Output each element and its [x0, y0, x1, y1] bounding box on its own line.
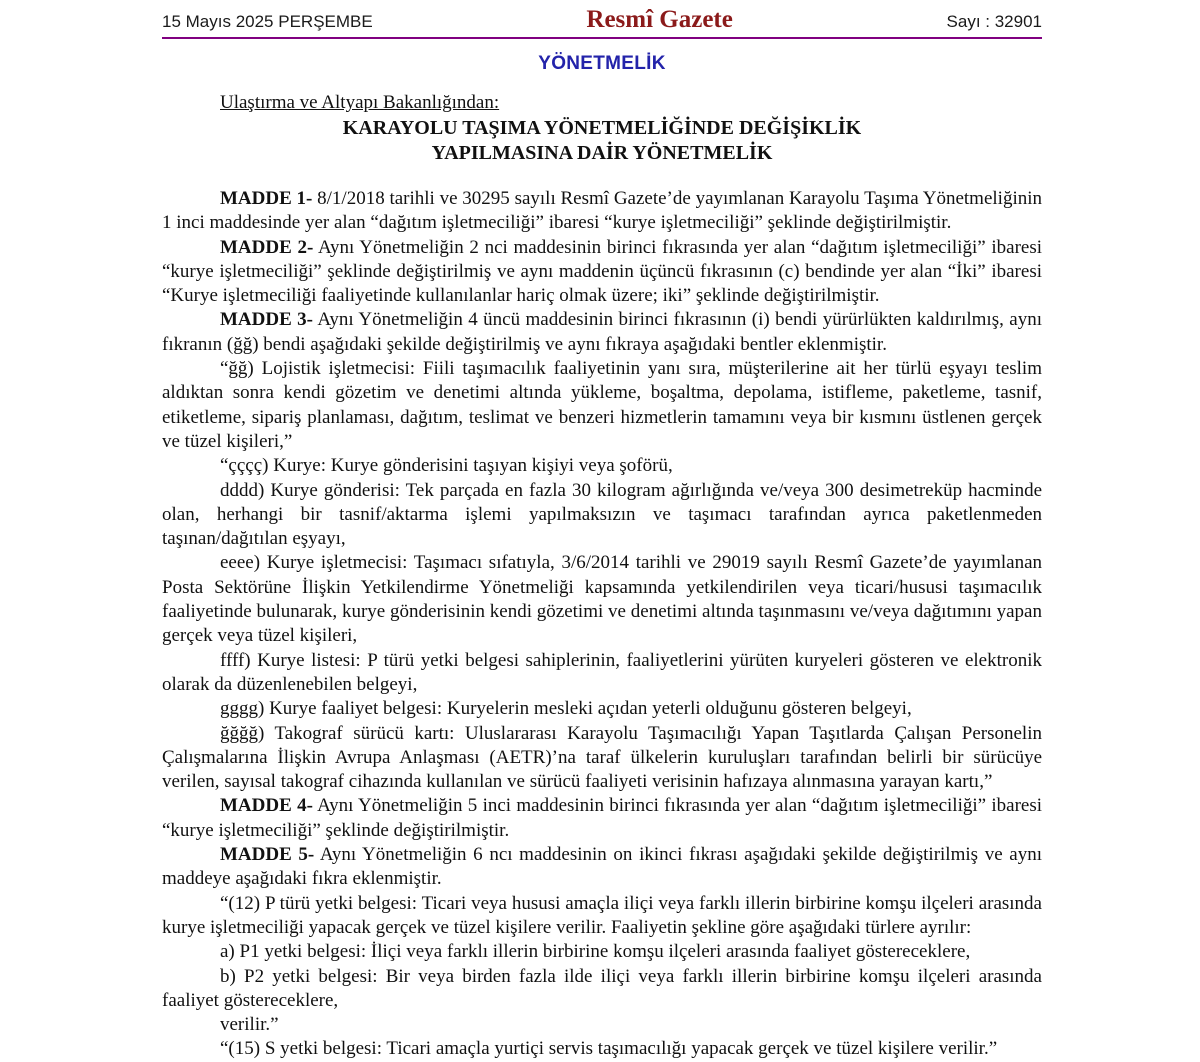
paragraph-text: ffff) Kurye listesi: P türü yetki belgesi sahiplerinin, faaliyetlerini yürüten kuryeleri gösteren ve elektronik olarak da düzenlenebilen belgeyi, [162, 649, 1042, 695]
masthead-divider [162, 37, 1042, 39]
paragraph-text: dddd) Kurye gönderisi: Tek parçada en fazla 30 kilogram ağırlığında ve/veya 300 desimetreküp hacminde olan, herhangi bir tasnif/aktarma işlemi yapılmaksızın ve taşımacı tarafından ayrıca paketlenmeden taşınan/dağıtılan eşyayı, [162, 479, 1042, 550]
paragraph-text: “(12) P türü yetki belgesi: Ticari veya hususi amaçla iliçi veya farklı illerin birbirine komşu ilçeleri arasında kurye işletmeciliği yapacak gerçek ve tüzel kişilere verilir. Faaliyetin şekline göre aşağıdaki türlere ayrılır: [162, 892, 1042, 938]
paragraph-madde-4 [162, 794, 1042, 843]
article-lead: MADDE 1- [220, 188, 313, 209]
paragraph-madde-2 [162, 236, 1042, 309]
paragraph-text: gggg) Kurye faaliyet belgesi: Kuryelerin mesleki açıdan yeterli olduğunu gösteren belgeyi, [220, 698, 912, 720]
paragraph-text: “(15) S yetki belgesi: Ticari amaçla yurtiçi servis taşımacılığı yapacak gerçek ve tüzel kişilere verilir.” [220, 1038, 998, 1060]
paragraph-clause-dddd [162, 479, 1042, 552]
paragraph-text: verilir.” [220, 1014, 279, 1036]
issue-date: 15 Mayıs 2025 PERŞEMBE [162, 12, 373, 31]
paragraph-clause-12 [162, 892, 1042, 941]
paragraph-madde-5 [162, 843, 1042, 892]
paragraph-text: Aynı Yönetmeliğin 2 nci maddesinin birinci fıkrasında yer alan “dağıtım işletmeciliği” ibaresi “kurye işletmeciliği” şeklinde değiştirilmiş ve aynı maddenin üçüncü fıkrasının (c) bendinde yer alan “İki” ibaresi “Kurye işletmeciliği faaliyetinde kullanılanlar hariç olmak üzere; iki” şeklinde değiştirilmiştir. [162, 236, 1042, 307]
regulation-title-line1: KARAYOLU TAŞIMA YÖNETMELİĞİNDE DEĞİŞİKLİK [342, 117, 862, 139]
section-heading: YÖNETMELİK [538, 53, 666, 74]
paragraph-clause-eeee [162, 551, 1042, 648]
paragraph-clause-b [162, 965, 1042, 1014]
paragraph-madde-3 [162, 308, 1042, 357]
paragraph-text: a) P1 yetki belgesi: İliçi veya farklı illerin birbirine komşu ilçeleri arasında faaliyet göstereceklere, [220, 941, 971, 963]
paragraph-text: “çççç) Kurye: Kurye gönderisini taşıyan kişiyi veya şoförü, [220, 455, 673, 477]
ministry-line: Ulaştırma ve Altyapı Bakanlığından: [220, 92, 500, 113]
paragraph-text: “ğğ) Lojistik işletmecisi: Fiili taşımacılık faaliyetinin yanı sıra, müşterilerine ait her türlü eşyayı teslim aldıktan sonra kendi gözetim ve denetimi altında yükleme, boşaltma, depolama, istifleme, paketleme, tasnif, etiketleme, sipariş planlaması, dağıtım, teslimat ve benzeri hizmetlerin tamamını veya bir kısmını üstlenen gerçek ve tüzel kişileri,” [162, 358, 1042, 452]
paragraph-madde-1 [162, 187, 1042, 236]
document-body [162, 92, 1042, 1062]
paragraph-text: Aynı Yönetmeliğin 5 inci maddesinin birinci fıkrasında yer alan “dağıtım işletmeciliği” ibaresi “kurye işletmeciliği” şeklinde değiştirilmiştir. [162, 795, 1042, 841]
paragraph-clause-gggg2 [162, 722, 1042, 795]
article-lead: MADDE 4- [220, 795, 313, 817]
masthead [162, 6, 1042, 34]
paragraph-text: b) P2 yetki belgesi: Bir veya birden fazla ilde iliçi veya farklı illerin birbirine komşu ilçeleri arasında faaliyet göstereceklere, [162, 965, 1042, 1011]
issue-number: Sayı : 32901 [946, 12, 1042, 31]
paragraph-text: ğğğğ) Takograf sürücü kartı: Uluslararası Karayolu Taşımacılığı Yapan Taşıtlarda Çalışan Personelin Çalışmalarına İlişkin Avrupa Anlaşması (AETR)’na taraf ülkelerin kuruluşları tarafından belirli bir sürücüye verilen, sayısal takograf cihazında kullanılan ve sürücü faaliyeti verisinin hafızaya alınmasına yarayan kartı,” [162, 722, 1042, 793]
article-lead: MADDE 5- [220, 844, 315, 866]
paragraph-verilir [162, 1013, 1042, 1037]
gazette-brand-title: Resmî Gazete [586, 6, 733, 33]
paragraph-clause-a [162, 940, 1042, 964]
paragraph-clause-cccc [162, 454, 1042, 478]
paragraph-text: Aynı Yönetmeliğin 6 ncı maddesinin on ikinci fıkrası aşağıdaki şekilde değiştirilmiş ve aynı maddeye aşağıdaki fıkra eklenmiştir. [162, 844, 1042, 890]
article-lead: MADDE 2- [220, 236, 314, 258]
paragraph-text: Aynı Yönetmeliğin 4 üncü maddesinin birinci fıkrasının (i) bendi yürürlükten kaldırılmış, aynı fıkranın (ğğ) bendi aşağıdaki şekilde değiştirilmiş ve aynı fıkraya aşağıdaki bentler eklenmiştir. [162, 309, 1042, 355]
regulation-title [162, 116, 1042, 166]
paragraph-clause-15 [162, 1037, 1042, 1061]
paragraph-text: eeee) Kurye işletmecisi: Taşımacı sıfatıyla, 3/6/2014 tarihli ve 29019 sayılı Resmî Gazete’de yayımlanan Posta Sektörüne İlişkin Yetkilendirme Yönetmeliği kapsamında yetkilendirilen veya ticari/hususi taşımacılık faaliyetinde bulunarak, kurye gönderisinin kendi gözetimi ve denetimi altında taşınmasını ve/veya dağıtımını yapan gerçek veya tüzel kişileri, [162, 552, 1042, 647]
paragraph-clause-gg [162, 357, 1042, 454]
paragraph-text: 8/1/2018 tarihli ve 30295 sayılı Resmî Gazete’de yayımlanan Karayolu Taşıma Yönetmeliğinin 1 inci maddesinde yer alan “dağıtım işletmeciliği” ibaresi “kurye işletmeciliği” şeklinde değiştirilmiştir. [162, 188, 1043, 234]
paragraph-clause-ffff [162, 649, 1042, 698]
paragraph-clause-gggg [162, 697, 1042, 721]
paragraph-list [162, 187, 1042, 1062]
regulation-title-line2: YAPILMASINA DAİR YÖNETMELİK [431, 142, 773, 164]
article-lead: MADDE 3- [220, 309, 314, 331]
